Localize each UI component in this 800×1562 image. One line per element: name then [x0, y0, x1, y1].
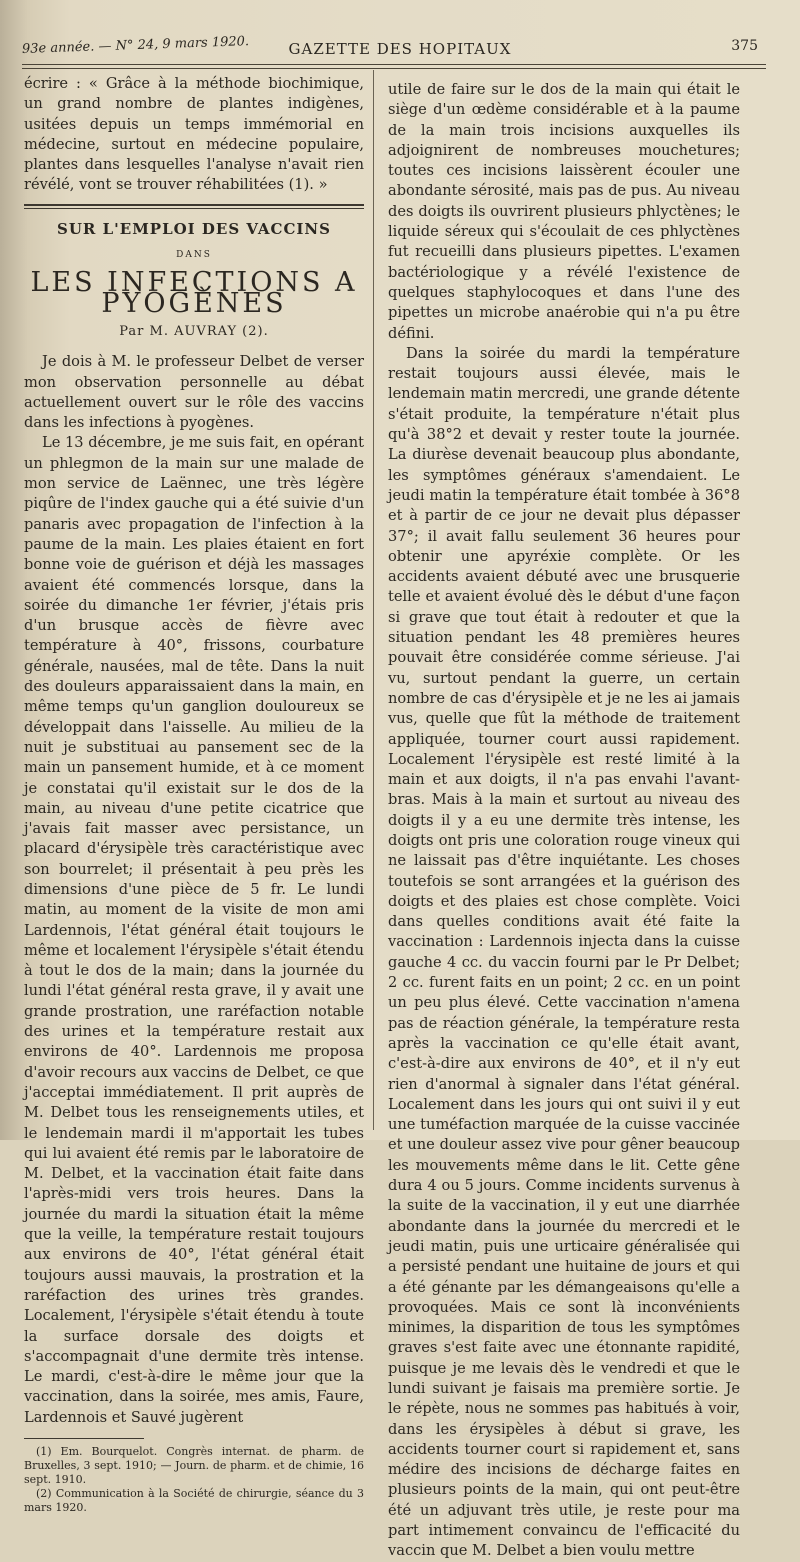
footnote: (1) Em. Bourquelot. Congrès internat. de pharm. de Bruxelles, 3 sept. 1910; — Journ. de pharm. et de chimie, 16 sept. 1910. — [24, 1445, 364, 1486]
right-column — [388, 80, 740, 1562]
section-divider — [24, 204, 364, 209]
header-rule — [22, 64, 766, 65]
paragraph: Le 13 décembre, je me suis fait, en opérant un phlegmon de la main sur une malade de mon service de Laënnec, une très légère piqûre de l'index gauche qui a été suivie d'un panaris avec propagation de l'infection à la paume de la main. Les plaies étaient en fort bonne voie de guérison et déjà les massages avaient été commencés lorsque, dans la soirée du dimanche 1er février, j'étais pris d'un brusque accès de fièvre avec température à 40°, frissons, courbature générale, nausées, mal de tête. Dans la nuit des douleurs apparaissaient dans la main, en même temps qu'un ganglion douloureux se développait dans l'aisselle. Au milieu de la nuit je substituai au pansement sec de la main un pansement humide, et à ce moment je constatai qu'il existait sur le dos de la main, au niveau d'une petite cicatrice que j'avais fait masser avec persistance, un placard d'érysipèle très caractéristique avec son bourrelet; il présentait à peu près les dimensions d'une pièce de 5 fr. Le lundi matin, au moment de la visite de mon ami Lardennois, l'état général était toujours le même et localement l'érysipèle s'était étendu à tout le dos de la main; dans la journée du lundi l'état général resta grave, il y avait une grande prostration, une raréfaction notable des urines et la température restait aux environs de 40°. Lardennois me proposa d'avoir recours aux vaccins de Delbet, ce que j'acceptai immédiatement. Il prit auprès de M. Delbet tous les renseignements utiles, et le lendemain mardi il m'apportait les tubes qui lui avaient été remis par le laboratoire de M. Delbet, et la vaccination était faite dans l'après-midi vers trois heures. Dans la journée du mardi la situation était la même que la veille, la température restait toujours aux environs de 40°, l'état général était toujours aussi mauvais, la prostration et la raréfaction des urines très grandes. Localement, l'érysipèle s'était étendu à toute la surface dorsale des doigts et s'accompagnait d'une dermite très intense. Le mardi, c'est-à-dire le même jour que la vaccination, dans la soirée, mes amis, Faure, Lardennois et Sauvé jugèrent — [24, 434, 364, 1426]
article-byline: Par M. AUVRAY (2). — [119, 323, 269, 339]
footnote: (2) Communication à la Société de chirurgie, séance du 3 mars 1920. — [24, 1487, 364, 1514]
intro-quote: écrire : « Grâce à la méthode biochimique, un grand nombre de plantes indigènes, usitées depuis un temps immémorial en médecine, surtout en médecine populaire, plantes dans lesquelles l'analyse n'avait rien révélé, vont se trouver réhabilitées (1). » — [24, 75, 364, 194]
footnote-rule — [24, 1438, 144, 1439]
header-rule-thin — [22, 68, 766, 69]
paragraph: Je dois à M. le professeur Delbet de verser mon observation personnelle au débat actuellement ouvert sur le rôle des vaccins dans les infections à pyogènes. — [24, 353, 364, 432]
journal-title: GAZETTE DES HOPITAUX — [288, 40, 512, 58]
paragraph: Dans la soirée du mardi la température restait toujours aussi élevée, mais le lendemain matin mercredi, une grande détente s'était produite, la température n'était plus qu'à 38°2 et devait y rester toute la journée. La diurèse devenait beaucoup plus abondante, les symptômes généraux s'amendaient. Le jeudi matin la température était tombée à 36°8 et à partir de ce jour ne devait plus dépasser 37°; il avait fallu seulement 36 heures pour obtenir une apyréxie complète. Or les accidents avaient débuté avec une brusquerie telle et avaient évolué dès le début d'une façon si grave que tout était à redouter et que la situation pendant les 48 premières heures pouvait être considérée comme sérieuse. J'ai vu, surtout pendant la guerre, un certain nombre de cas d'érysipèle et je ne les ai jamais vus, quelle que fût la méthode de traitement appliquée, tourner court aussi rapidement. Localement l'érysipèle est resté limité à la main et aux doigts, il n'a pas envahi l'avant-bras. Mais à la main et surtout au niveau des doigts il y a eu une dermite très intense, les doigts ont pris une coloration rouge vineux qui ne laissait pas d'être inquiétante. Les choses toutefois se sont arrangées et la guérison des doigts et des plaies est chose complète. Voici dans quelles conditions avait été faite la vaccination : Lardennois injecta dans la cuisse gauche 4 cc. du vaccin fourni par le Pr Delbet; 2 cc. furent faits en un point; 2 cc. en un point un peu plus élevé. Cette vaccination n'amena pas de réaction générale, la température resta après la vaccination ce qu'elle était avant, c'est-à-dire aux environs de 40°, et il n'y eut rien d'anormal à signaler dans l'état général. Localement dans les jours qui ont suivi il y eut une tuméfaction marquée de la cuisse vaccinée et une douleur assez vive pour gêner beaucoup les mouvements même dans le lit. Cette gêne dura 4 ou 5 jours. Comme incidents survenus à la suite de la vaccination, il y eut une diarrhée abondante dans la journée du mercredi et le jeudi matin, puis une urticaire généralisée qui a persisté pendant une huitaine de jours et qui a été génante par les démangeaisons qu'elle a provoquées. Mais ce sont là inconvénients minimes, la disparition de tous les symptômes graves s'est faite avec une étonnante rapidité, puisque je me levais dès le vendredi et que le lundi suivant je faisais ma première sortie. Je le répète, nous ne sommes pas habitués à voir, dans les érysipèles à début si grave, les accidents tourner court si rapidement et, sans médire des incisions de décharge faites en plusieurs points de la main, qui ont peut-être été un adjuvant très utile, je reste pour ma part intimement convaincu de l'efficacité du vaccin que M. Delbet a bien voulu mettre — [388, 344, 740, 1560]
page-header — [0, 34, 800, 60]
issue-info: 93e année. — N° 24, 9 mars 1920. — [21, 34, 250, 57]
paragraph: utile de faire sur le dos de la main qui était le siège d'un œdème considérable et à la paume de la main trois incisions auxquelles ils adjoignirent de nombreuses mouchetures; toutes ces incisions laissèrent écouler une abondante sérosité, mais pas de pus. Au niveau des doigts ils ouvrirent plusieurs phlyctènes; le liquide séreux qui s'écoulait de ces phlyctènes fut recueilli dans plusieurs pipettes. L'examen bactériologique y a révélé l'existence de quelques staphylocoques et dans l'une des pipettes un microbe anaérobie qui n'a pu être défini. — [388, 81, 740, 342]
page-number: 375 — [731, 38, 758, 54]
column-divider — [373, 70, 374, 1130]
article-heading-dans: DANS — [176, 250, 212, 261]
article-title: LES INFECTIONS A PYOGÈNES — [30, 267, 358, 319]
article-heading-sur: SUR L'EMPLOI DES VACCINS — [57, 219, 331, 238]
left-column — [24, 74, 364, 1515]
